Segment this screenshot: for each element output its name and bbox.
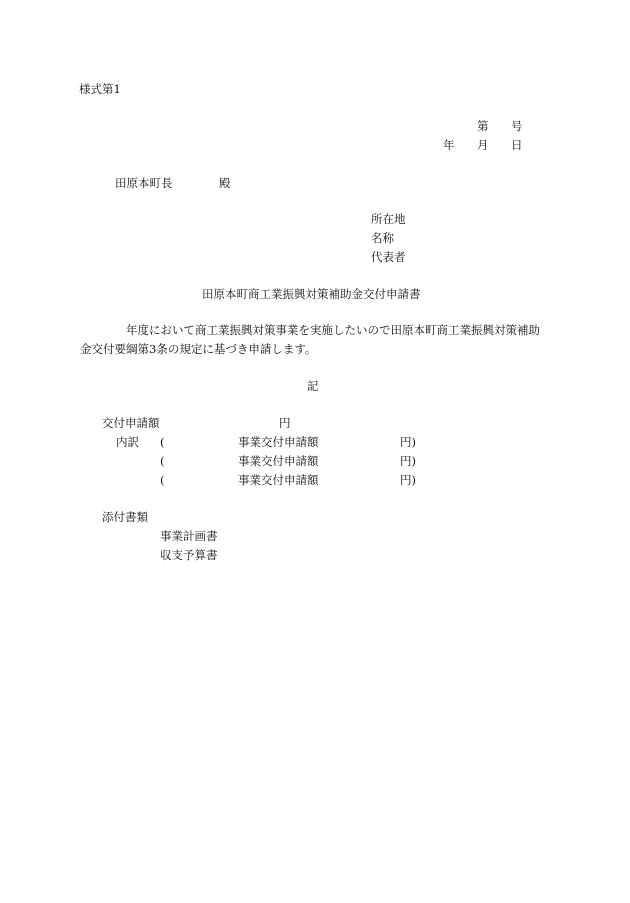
breakdown-row-close: 円) bbox=[400, 435, 416, 449]
applicant-representative: 代表者 bbox=[371, 250, 406, 264]
breakdown-row-close: 円) bbox=[400, 473, 416, 487]
document-title: 田原本町商工業振興対策補助金交付申請書 bbox=[202, 287, 421, 301]
breakdown-row-item: 事業交付申請額 bbox=[238, 435, 319, 449]
breakdown-label: 内訳 bbox=[116, 435, 139, 449]
ki-marker: 記 bbox=[307, 379, 319, 393]
applicant-name: 名称 bbox=[371, 231, 394, 245]
addressee-honorific: 殿 bbox=[219, 176, 231, 190]
number-dai: 第 bbox=[477, 119, 489, 133]
breakdown-row-item: 事業交付申請額 bbox=[238, 473, 319, 487]
addressee-name: 田原本町長 bbox=[115, 176, 173, 190]
attachment-item: 事業計画書 bbox=[160, 529, 218, 543]
number-go: 号 bbox=[511, 119, 523, 133]
applicant-address: 所在地 bbox=[371, 212, 406, 226]
breakdown-row-open: ( bbox=[160, 435, 165, 449]
form-label: 様式第1 bbox=[79, 82, 121, 96]
attachment-item: 収支予算書 bbox=[160, 548, 218, 562]
amount-label: 交付申請額 bbox=[102, 416, 160, 430]
body-line-2: 金交付要綱第3条の規定に基づき申請します。 bbox=[80, 342, 317, 356]
breakdown-row-close: 円) bbox=[400, 454, 416, 468]
breakdown-row-open: ( bbox=[160, 454, 165, 468]
breakdown-row-open: ( bbox=[160, 473, 165, 487]
amount-unit: 円 bbox=[279, 416, 291, 430]
date-day: 日 bbox=[511, 138, 523, 152]
date-month: 月 bbox=[477, 138, 489, 152]
body-line-1: 年度において商工業振興対策事業を実施したいので田原本町商工業振興対策補助 bbox=[126, 323, 540, 337]
attachments-label: 添付書類 bbox=[102, 510, 148, 524]
date-year: 年 bbox=[443, 138, 455, 152]
breakdown-row-item: 事業交付申請額 bbox=[238, 454, 319, 468]
